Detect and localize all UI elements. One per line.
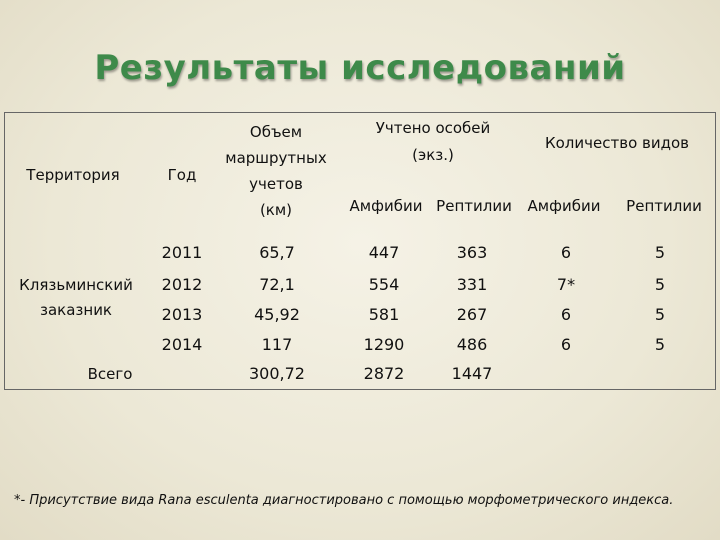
header-reptilia-species: Рептилии xyxy=(626,197,702,215)
table-row-reptilia-individuals: 486 xyxy=(456,335,488,354)
table-row-amphibia-species: 6 xyxy=(560,305,572,324)
footnote: *- Присутствие вида Rana esculenta диагностировано с помощью морфометрического индекса. xyxy=(14,493,674,508)
page-title: Результаты исследований xyxy=(94,48,626,88)
table-row-amphibia-individuals: 447 xyxy=(368,243,400,262)
total-label: Всего xyxy=(87,365,133,383)
table-row-year: 2011 xyxy=(161,243,203,262)
table-row-amphibia-species: 6 xyxy=(560,335,572,354)
total-amphibia-individuals: 2872 xyxy=(363,364,405,383)
territory-name-line1: Клязьминский xyxy=(19,276,133,294)
header-species: Количество видов xyxy=(544,134,689,152)
table-row-reptilia-species: 5 xyxy=(654,305,666,324)
header-reptilia-individuals: Рептилии xyxy=(436,197,512,215)
header-counted-line2: (экз.) xyxy=(412,146,454,164)
header-volume-line4: (км) xyxy=(259,201,293,219)
header-year: Год xyxy=(167,166,197,184)
header-amphibia-individuals: Амфибии xyxy=(349,197,423,215)
total-reptilia-individuals: 1447 xyxy=(451,364,493,383)
header-volume-line2: маршрутных xyxy=(225,149,327,167)
territory-name-line2: заказник xyxy=(39,301,112,319)
header-counted-line1: Учтено особей xyxy=(375,119,491,137)
table-row-km: 45,92 xyxy=(254,305,300,324)
header-territory: Территория xyxy=(26,166,120,184)
table-row-reptilia-species: 5 xyxy=(654,243,666,262)
table-row-year: 2012 xyxy=(161,275,203,294)
table-row-km: 72,1 xyxy=(259,275,295,294)
header-amphibia-species: Амфибии xyxy=(527,197,601,215)
table-row-amphibia-individuals: 554 xyxy=(368,275,400,294)
table-row-year: 2013 xyxy=(161,305,203,324)
total-km: 300,72 xyxy=(249,364,305,383)
table-row-km: 65,7 xyxy=(259,243,295,262)
table-row-year: 2014 xyxy=(161,335,203,354)
header-volume-line1: Объем xyxy=(249,123,303,141)
table-row-km: 117 xyxy=(261,335,293,354)
table-row-reptilia-species: 5 xyxy=(654,335,666,354)
table-row-amphibia-species: 6 xyxy=(560,243,572,262)
table-row-reptilia-individuals: 331 xyxy=(456,275,488,294)
table-row-amphibia-individuals: 581 xyxy=(368,305,400,324)
table-row-reptilia-individuals: 267 xyxy=(456,305,488,324)
table-row-reptilia-species: 5 xyxy=(654,275,666,294)
table-row-amphibia-species: 7* xyxy=(556,275,576,294)
header-volume-line3: учетов xyxy=(249,175,303,193)
table-row-amphibia-individuals: 1290 xyxy=(363,335,405,354)
table-row-reptilia-individuals: 363 xyxy=(456,243,488,262)
